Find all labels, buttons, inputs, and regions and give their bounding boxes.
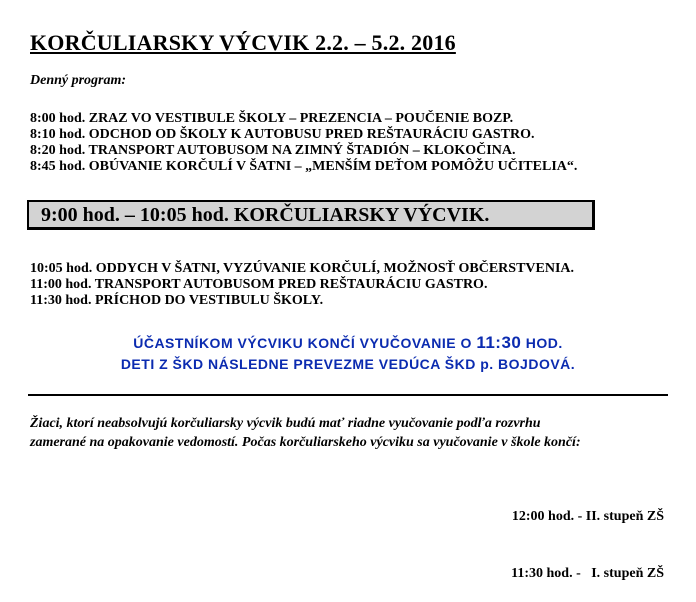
end-time-row: 12:00 hod. - II. stupeň ZŠ xyxy=(511,509,664,524)
schedule-row: 10:05 hod. ODDYCH V ŠATNI, VYZÚVANIE KORČULÍ, MOŽNOSŤ OBČERSTVENIA. xyxy=(30,261,575,276)
divider xyxy=(28,394,668,396)
notice-time: 11:30 xyxy=(476,333,522,352)
notice-line-2: DETI Z ŠKD NÁSLEDNE PREVEZME VEDÚCA ŠKD p. BOJDOVÁ. xyxy=(120,356,576,372)
program-label: Denný program: xyxy=(30,73,127,88)
afternoon-schedule xyxy=(30,261,574,309)
schedule-row: 8:00 hod. ZRAZ VO VESTIBULE ŠKOLY – PREZENCIA – POUČENIE BOZP. xyxy=(30,111,514,126)
notice-text-before: ÚČASTNÍKOM VÝCVIKU KONČÍ VYUČOVANIE O xyxy=(133,335,477,351)
note-line: Žiaci, ktorí neabsolvujú korčuliarsky výcvik budú mať riadne vyučovanie podľa rozvrhu xyxy=(30,416,541,431)
schedule-row: 8:10 hod. ODCHOD OD ŠKOLY K AUTOBUSU PRED REŠTAURÁCIU GASTRO. xyxy=(30,127,535,142)
notice-text-after: HOD. xyxy=(521,335,563,351)
note-line: zamerané na opakovanie vedomostí. Počas korčuliarskeho výcviku sa vyučovanie v škole končí: xyxy=(30,435,581,450)
schedule-row: 11:00 hod. TRANSPORT AUTOBUSOM PRED REŠTAURÁCIU GASTRO. xyxy=(30,277,488,292)
training-highlight-box: 9:00 hod. – 10:05 hod. KORČULIARSKY VÝCVIK. xyxy=(27,200,595,230)
note-paragraph xyxy=(30,414,581,452)
page-title: KORČULIARSKY VÝCVIK 2.2. – 5.2. 2016 xyxy=(30,30,456,55)
schedule-row: 11:30 hod. PRÍCHOD DO VESTIBULU ŠKOLY. xyxy=(30,293,324,308)
notice-line-1 xyxy=(0,333,696,353)
morning-schedule xyxy=(30,111,577,175)
schedule-row: 8:45 hod. OBÚVANIE KORČULÍ V ŠATNI – „MENŠÍM DEŤOM POMÔŽU UČITELIA“. xyxy=(30,159,578,174)
end-time-row: 11:30 hod. - I. stupeň ZŠ xyxy=(511,566,664,581)
schedule-row: 8:20 hod. TRANSPORT AUTOBUSOM NA ZIMNÝ ŠTADIÓN – KLOKOČINA. xyxy=(30,143,516,158)
